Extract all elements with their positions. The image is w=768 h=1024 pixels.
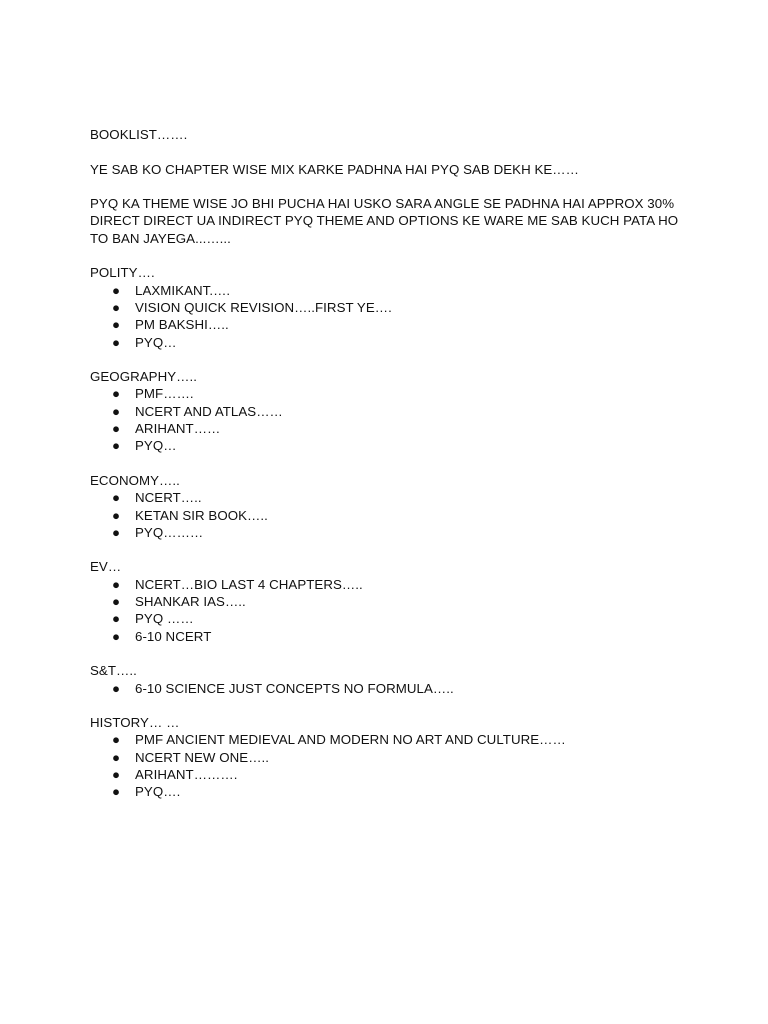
list-item bbox=[90, 680, 690, 697]
section-heading: GEOGRAPHY….. bbox=[90, 369, 197, 385]
list-item-text: 6-10 NCERT bbox=[135, 628, 212, 644]
list-item-text: PMF ANCIENT MEDIEVAL AND MODERN NO ART AND CULTURE…… bbox=[135, 732, 566, 748]
list-item bbox=[90, 783, 690, 800]
bullet-icon: ● bbox=[112, 490, 121, 506]
list-item bbox=[90, 403, 690, 420]
bullet-icon: ● bbox=[112, 524, 121, 540]
bullet-icon: ● bbox=[112, 749, 121, 765]
list-item-text: PM BAKSHI….. bbox=[135, 317, 229, 333]
list-item-text: NCERT AND ATLAS…… bbox=[135, 403, 283, 419]
list-item-text: NCERT….. bbox=[135, 490, 202, 506]
bullet-icon: ● bbox=[112, 680, 121, 696]
list-item bbox=[90, 489, 690, 506]
list-item bbox=[90, 628, 690, 645]
list-item-text: NCERT…BIO LAST 4 CHAPTERS….. bbox=[135, 576, 363, 592]
list-item-text: KETAN SIR BOOK….. bbox=[135, 507, 268, 523]
spacer bbox=[90, 645, 690, 662]
bullet-icon: ● bbox=[112, 611, 121, 627]
bullet-icon: ● bbox=[112, 732, 121, 748]
section-list bbox=[90, 264, 690, 800]
list-item bbox=[90, 316, 690, 333]
section-block bbox=[90, 558, 690, 662]
list-item-text: PYQ… bbox=[135, 438, 177, 454]
document-page bbox=[90, 126, 690, 801]
bullet-icon: ● bbox=[112, 282, 121, 298]
section-block bbox=[90, 472, 690, 558]
list-item-text: SHANKAR IAS….. bbox=[135, 594, 246, 610]
bullet-icon: ● bbox=[112, 386, 121, 402]
bullet-list bbox=[90, 489, 690, 541]
list-item bbox=[90, 593, 690, 610]
list-item bbox=[90, 731, 690, 748]
bullet-icon: ● bbox=[112, 766, 121, 782]
list-item bbox=[90, 282, 690, 299]
list-item bbox=[90, 766, 690, 783]
list-item bbox=[90, 610, 690, 627]
list-item bbox=[90, 749, 690, 766]
bullet-icon: ● bbox=[112, 594, 121, 610]
section-heading: POLITY…. bbox=[90, 265, 155, 281]
list-item bbox=[90, 385, 690, 402]
list-item-text: ARIHANT………. bbox=[135, 766, 238, 782]
bullet-icon: ● bbox=[112, 576, 121, 592]
list-item bbox=[90, 524, 690, 541]
list-item-text: LAXMIKANT.…. bbox=[135, 282, 231, 298]
bullet-list bbox=[90, 282, 690, 351]
bullet-icon: ● bbox=[112, 784, 121, 800]
section-block bbox=[90, 368, 690, 472]
list-item-text: NCERT NEW ONE….. bbox=[135, 749, 270, 765]
spacer bbox=[90, 455, 690, 472]
section-block bbox=[90, 264, 690, 368]
list-item bbox=[90, 507, 690, 524]
document-title: BOOKLIST……. bbox=[90, 127, 188, 142]
list-item bbox=[90, 299, 690, 316]
spacer bbox=[90, 541, 690, 558]
bullet-list bbox=[90, 385, 690, 454]
spacer bbox=[90, 351, 690, 368]
note-text: PYQ KA THEME WISE JO BHI PUCHA HAI USKO SARA ANGLE SE PADHNA HAI APPROX 30% DIRECT DIRECT UA INDIRECT PYQ THEME AND OPTIONS KE WARE ME SAB KUCH PATA HO TO BAN JAYEGA...…... bbox=[90, 196, 682, 246]
list-item-text: PYQ… bbox=[135, 334, 177, 350]
spacer bbox=[90, 247, 690, 264]
bullet-icon: ● bbox=[112, 403, 121, 419]
list-item bbox=[90, 334, 690, 351]
spacer bbox=[90, 178, 690, 195]
list-item-text: PYQ……… bbox=[135, 524, 204, 540]
bullet-icon: ● bbox=[112, 334, 121, 350]
bullet-list bbox=[90, 731, 690, 800]
section-heading: S&T….. bbox=[90, 663, 137, 679]
bullet-icon: ● bbox=[112, 628, 121, 644]
intro-text: YE SAB KO CHAPTER WISE MIX KARKE PADHNA HAI PYQ SAB DEKH KE…… bbox=[90, 161, 579, 177]
list-item-text: PYQ …… bbox=[135, 611, 194, 627]
list-item-text: 6-10 SCIENCE JUST CONCEPTS NO FORMULA….. bbox=[135, 680, 454, 696]
list-item-text: ARIHANT…… bbox=[135, 421, 221, 437]
spacer bbox=[90, 697, 690, 714]
section-heading: HISTORY… … bbox=[90, 715, 180, 731]
bullet-icon: ● bbox=[112, 438, 121, 454]
section-block bbox=[90, 662, 690, 714]
list-item-text: VISION QUICK REVISION…..FIRST YE…. bbox=[135, 299, 392, 315]
list-item bbox=[90, 576, 690, 593]
bullet-list bbox=[90, 680, 690, 697]
list-item-text: PMF……. bbox=[135, 386, 194, 402]
bullet-icon: ● bbox=[112, 299, 121, 315]
bullet-list bbox=[90, 576, 690, 645]
bullet-icon: ● bbox=[112, 421, 121, 437]
spacer bbox=[90, 143, 690, 160]
list-item-text: PYQ…. bbox=[135, 784, 181, 800]
section-heading: ECONOMY….. bbox=[90, 472, 180, 488]
list-item bbox=[90, 420, 690, 437]
section-block bbox=[90, 714, 690, 800]
section-heading: EV… bbox=[90, 559, 122, 575]
bullet-icon: ● bbox=[112, 507, 121, 523]
bullet-icon: ● bbox=[112, 317, 121, 333]
list-item bbox=[90, 437, 690, 454]
